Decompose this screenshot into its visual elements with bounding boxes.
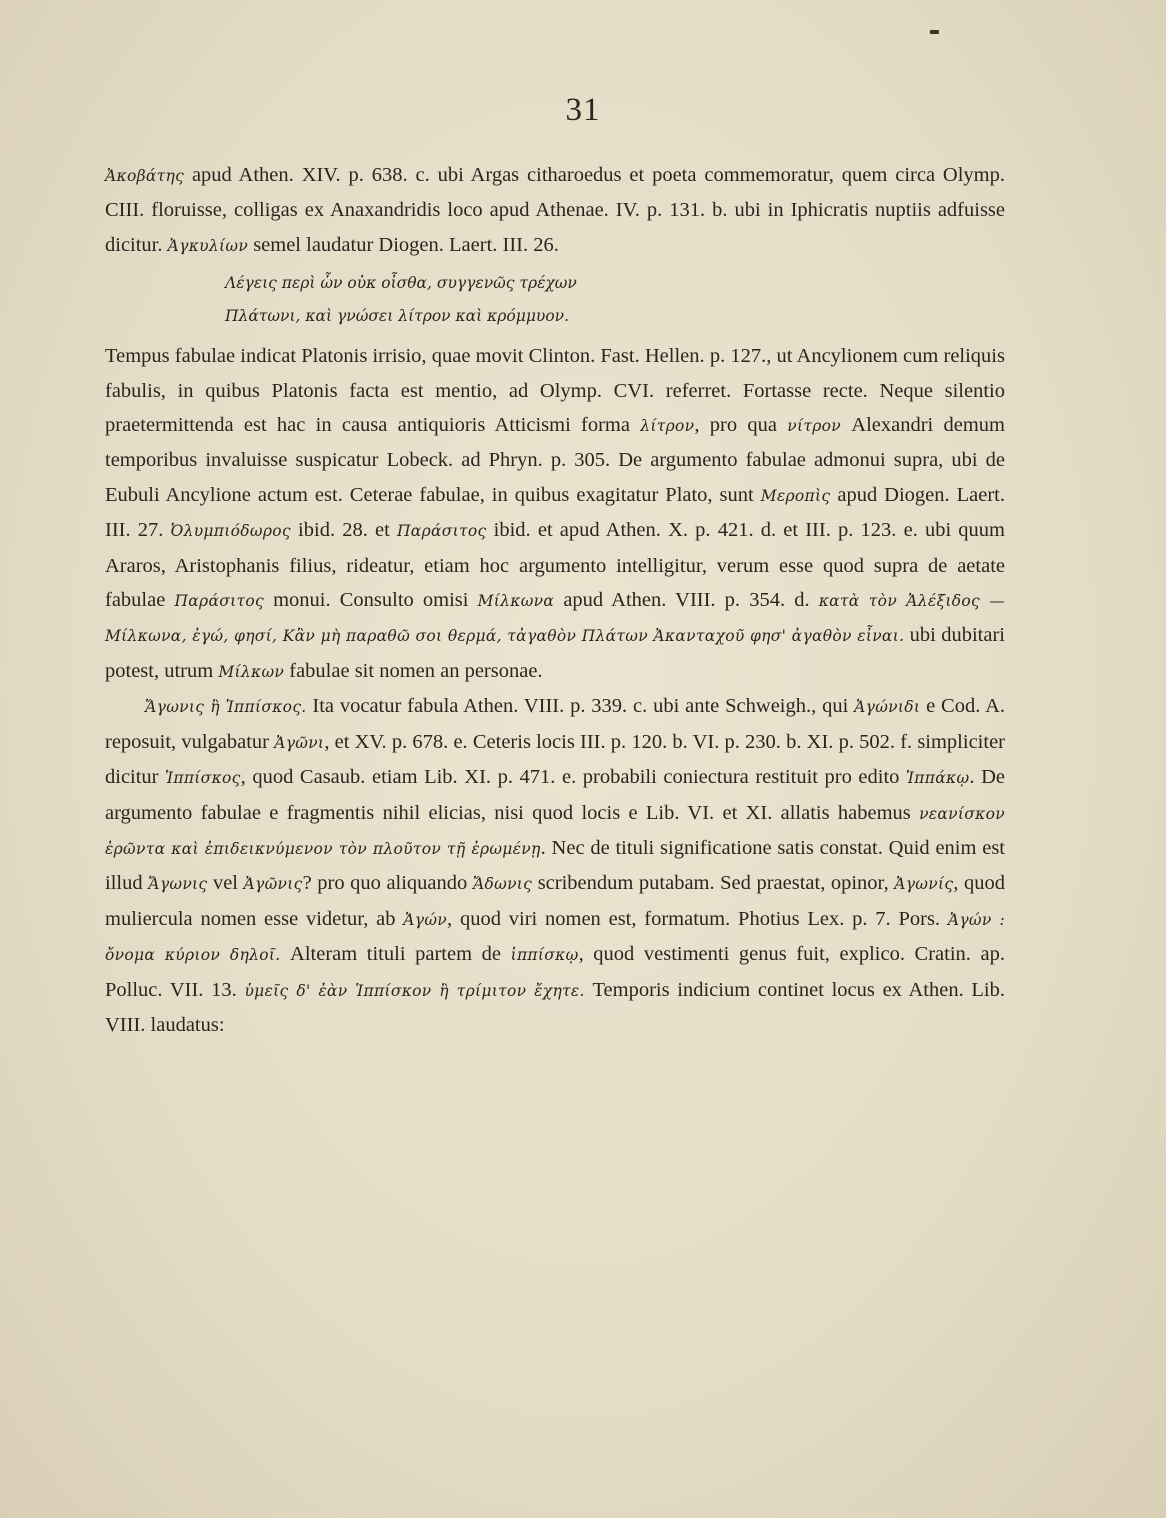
greek-term: Ἀγῶνις [243,875,303,894]
text-run: ibid. 28. et [290,519,397,542]
text-run: ubi dubitari potest, utrum [105,624,1005,682]
greek-term: Ἀγών [403,910,448,929]
text-run: , quod Casaub. etiam Lib. XI. p. 471. e. probabili coniectura restituit pro edito [240,766,907,789]
greek-term: Ἱππίσκος [165,769,241,788]
greek-term: ἱππίσκῳ [510,946,579,965]
greek-term: Ἱππάκῳ [906,769,970,788]
greek-term: λίτρον [640,417,695,436]
greek-term: Ἀγώνιδι [854,698,921,717]
text-run: Tempus fabulae indicat Platonis irrisio, quae movit Clinton. Fast. Hellen. p. 127., ut Ancylionem cum reliquis fabulis, in quibus Platonis facta est mentio, ad Olymp. CVI. referret. Fortasse recte. Neque silentio praetermittenda est hac in causa antiquioris Atticismi forma [105,345,1005,437]
text-run: , quod vestimenti genus fuit, explico. Cratin. ap. Polluc. VII. 13. [105,943,1005,1001]
greek-term: Ὀλυμπιόδωρος [170,522,291,541]
greek-term: νίτρον [787,417,842,436]
paragraph-tempus [105,339,1005,689]
text-run: . Nec de tituli significatione satis constat. Quid enim est illud [105,836,1006,895]
verse-line: Πλάτωνι, καὶ γνώσει λίτρον καὶ κρόμμυον. [225,307,570,326]
text-run: e Cod. A. reposuit, vulgabatur [105,695,1005,753]
greek-term: Παράσιτος [174,592,264,611]
body-text [105,158,1005,1042]
greek-term: Παράσιτος [396,522,487,541]
greek-quote: ὑμεῖς δ' ἐὰν Ἱππίσκον ἢ τρίμιτον ἔχητε. [244,981,585,1000]
text-run: . De argumento fabulae e fragmentis nihil elicias, nisi quod locis e Lib. VI. et XI. allatis habemus [105,766,1006,824]
greek-heading: Ἄγωνις ἢ Ἱππίσκος. [145,698,307,717]
text-run: fabulae sit nomen an personae. [284,659,543,682]
text-run: , quod viri nomen est, formatum. Photius Lex. p. 7. Pors. [447,907,948,930]
text-run: , quod muliercula nomen esse videtur, ab [105,872,1005,930]
greek-term: Ἀγωνίς [894,875,954,894]
greek-term: Μεροπὶς [760,486,831,505]
greek-term: Ἄγωνις [148,875,208,894]
text-run: , pro qua [694,414,788,437]
greek-term: Ἀγῶνι [274,733,325,752]
ink-speck [930,30,939,34]
text-run: ibid. et apud Athen. X. p. 421. d. et III. p. 123. e. ubi quum Araros, Aristophanis filius, rideatur, etiam hoc argumento intelligitur, verum esse quod supra de aetate fabulae [105,519,1006,612]
greek-term: Ἀγκυλίων [167,236,249,255]
text-run: apud Athen. VIII. p. 354. d. [554,589,819,612]
text-run: semel laudatur Diogen. Laert. III. 26. [248,233,559,256]
text-run: scribendum putabam. Sed praestat, opinor, [532,872,895,895]
greek-term: Ἄδωνις [472,875,533,894]
greek-term: Ἀκοβάτης [105,167,185,185]
text-run: Temporis indicium continet locus ex Athen. Lib. VIII. laudatus: [105,978,1006,1036]
verse-line: Λέγεις περὶ ὧν οὐκ οἶσθα, συγγενῶς τρέχων [225,274,577,293]
greek-quote: Ἀγών : ὄνομα κύριον δηλοῖ. [105,910,1005,965]
greek-term: Μίλκων [218,662,285,681]
text-run: vel [207,872,244,895]
page-number: 31 [565,92,601,128]
paragraph-akobates [105,158,1005,263]
text-run: Ita vocatur fabula Athen. VIII. p. 339. c. ubi ante Schweigh., qui [306,695,855,718]
text-run: apud Athen. XIV. p. 638. c. ubi Argas citharoedus et poeta commemoratur, quem circa Olymp. CIII. floruisse, colligas ex Anaxandridis loco apud Athenae. IV. p. 131. b. ubi in Iphicratis nuptiis adfuisse dicitur. [105,164,1005,256]
text-run: apud Diogen. Laert. III. 27. [105,483,1005,542]
text-run: ? pro quo aliquando [302,872,473,895]
text-run: Alexandri demum temporibus invaluisse suspicatur Lobeck. ad Phryn. p. 305. De argumento fabulae admonui supra, ubi de Eubuli Ancylione actum est. Ceterae fabulae, in quibus exagitatur Plato, sunt [105,414,1006,506]
verse-quotation [105,267,1005,333]
greek-term: Μίλκωνα [477,592,555,611]
greek-quote: νεανίσκον ἐρῶντα καὶ ἐπιδεικνύμενον τὸν πλοῦτον τῇ ἐρωμένῃ [105,804,1005,858]
text-run: monui. Consulto omisi [263,589,478,612]
text-run: , et XV. p. 678. e. Ceteris locis III. p. 120. b. VI. p. 230. b. XI. p. 502. f. simpliciter dicitur [105,730,1005,789]
text-run: Alteram tituli partem de [280,943,511,966]
paragraph-agonis [105,689,1005,1042]
greek-quote: κατὰ τὸν Ἀλέξιδος — Μίλκωνα, ἐγώ, φησί, Κἂν μὴ παραθῶ σοι θερμά, τἀγαθὸν Πλάτων Ἀκανταχοῦ φησ' ἀγαθὸν εἶναι. [105,592,1005,646]
